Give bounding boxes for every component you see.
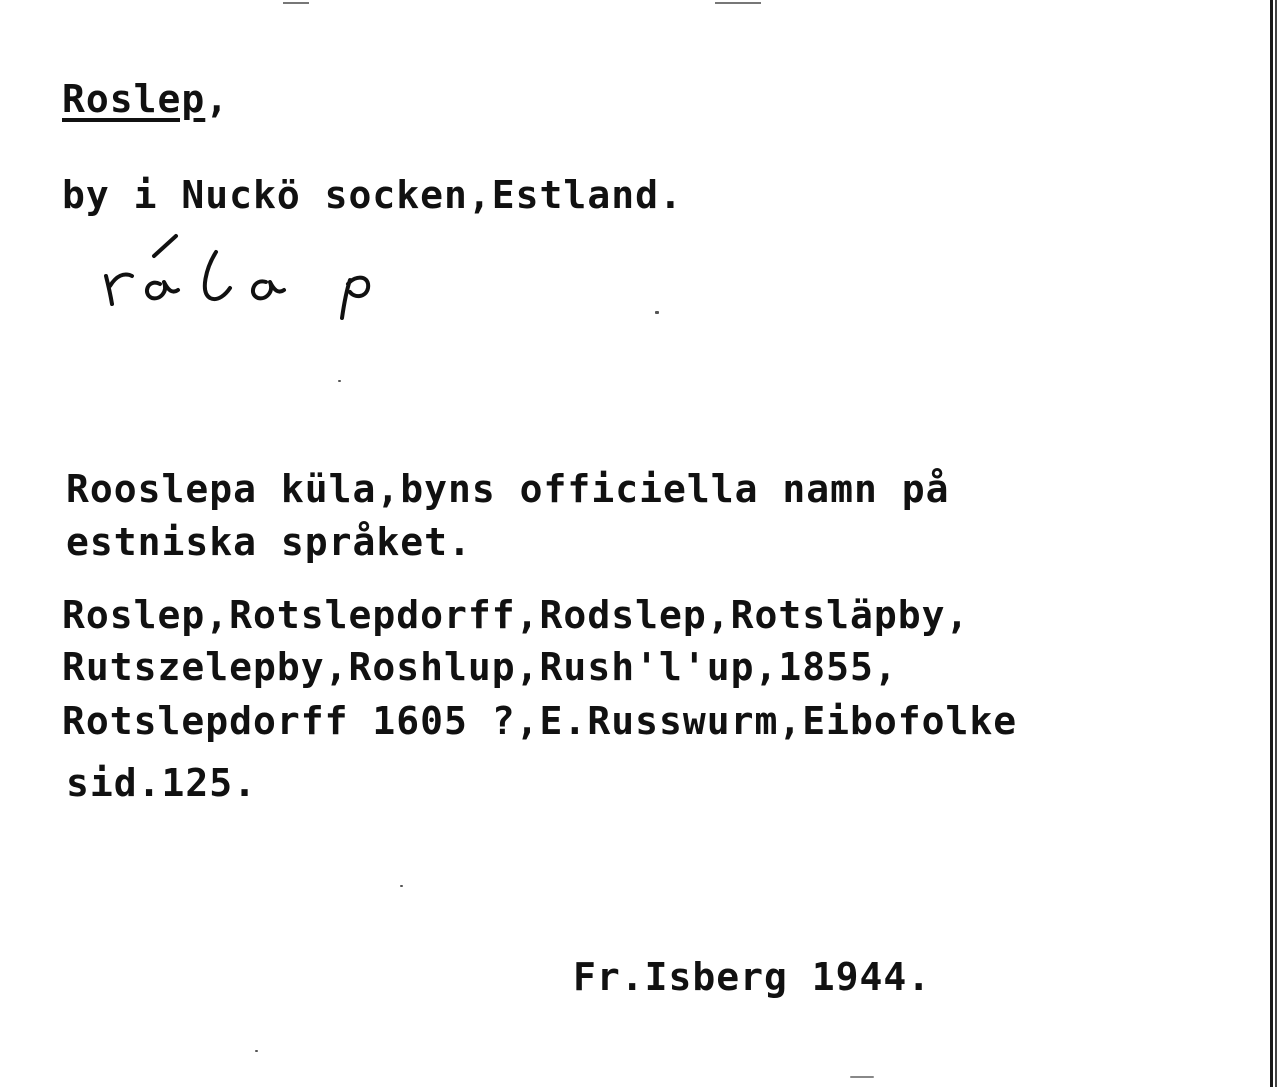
title-word: Roslep [62, 77, 206, 121]
variant-names-line: sid.125. [66, 761, 258, 805]
scan-speck [400, 885, 403, 887]
title-suffix: , [205, 77, 230, 121]
estonian-name-line: Rooslepa küla,byns officiella namn på [66, 467, 950, 511]
signature-line: Fr.Isberg 1944. [573, 955, 932, 999]
variant-names-line: Rutszelepby,Roshlup,Rush'l'up,1855, [62, 645, 898, 689]
scan-speck [655, 311, 659, 314]
card-edge [1275, 0, 1277, 1087]
scan-artifact [715, 2, 761, 4]
card-edge [1270, 0, 1273, 1087]
scan-speck [850, 1076, 874, 1078]
card-title [62, 77, 230, 121]
handwritten-pronunciation [98, 232, 398, 322]
location-line: by i Nuckö socken,Estland. [62, 173, 683, 217]
scan-speck [338, 380, 341, 382]
estonian-name-line: estniska språket. [66, 520, 472, 564]
variant-names-line: Rotslepdorff 1605 ?,E.Russwurm,Eibofolke [62, 699, 1018, 743]
variant-names-line: Roslep,Rotslepdorff,Rodslep,Rotsläpby, [62, 593, 970, 637]
scan-artifact [283, 2, 309, 4]
scan-speck [255, 1050, 258, 1052]
